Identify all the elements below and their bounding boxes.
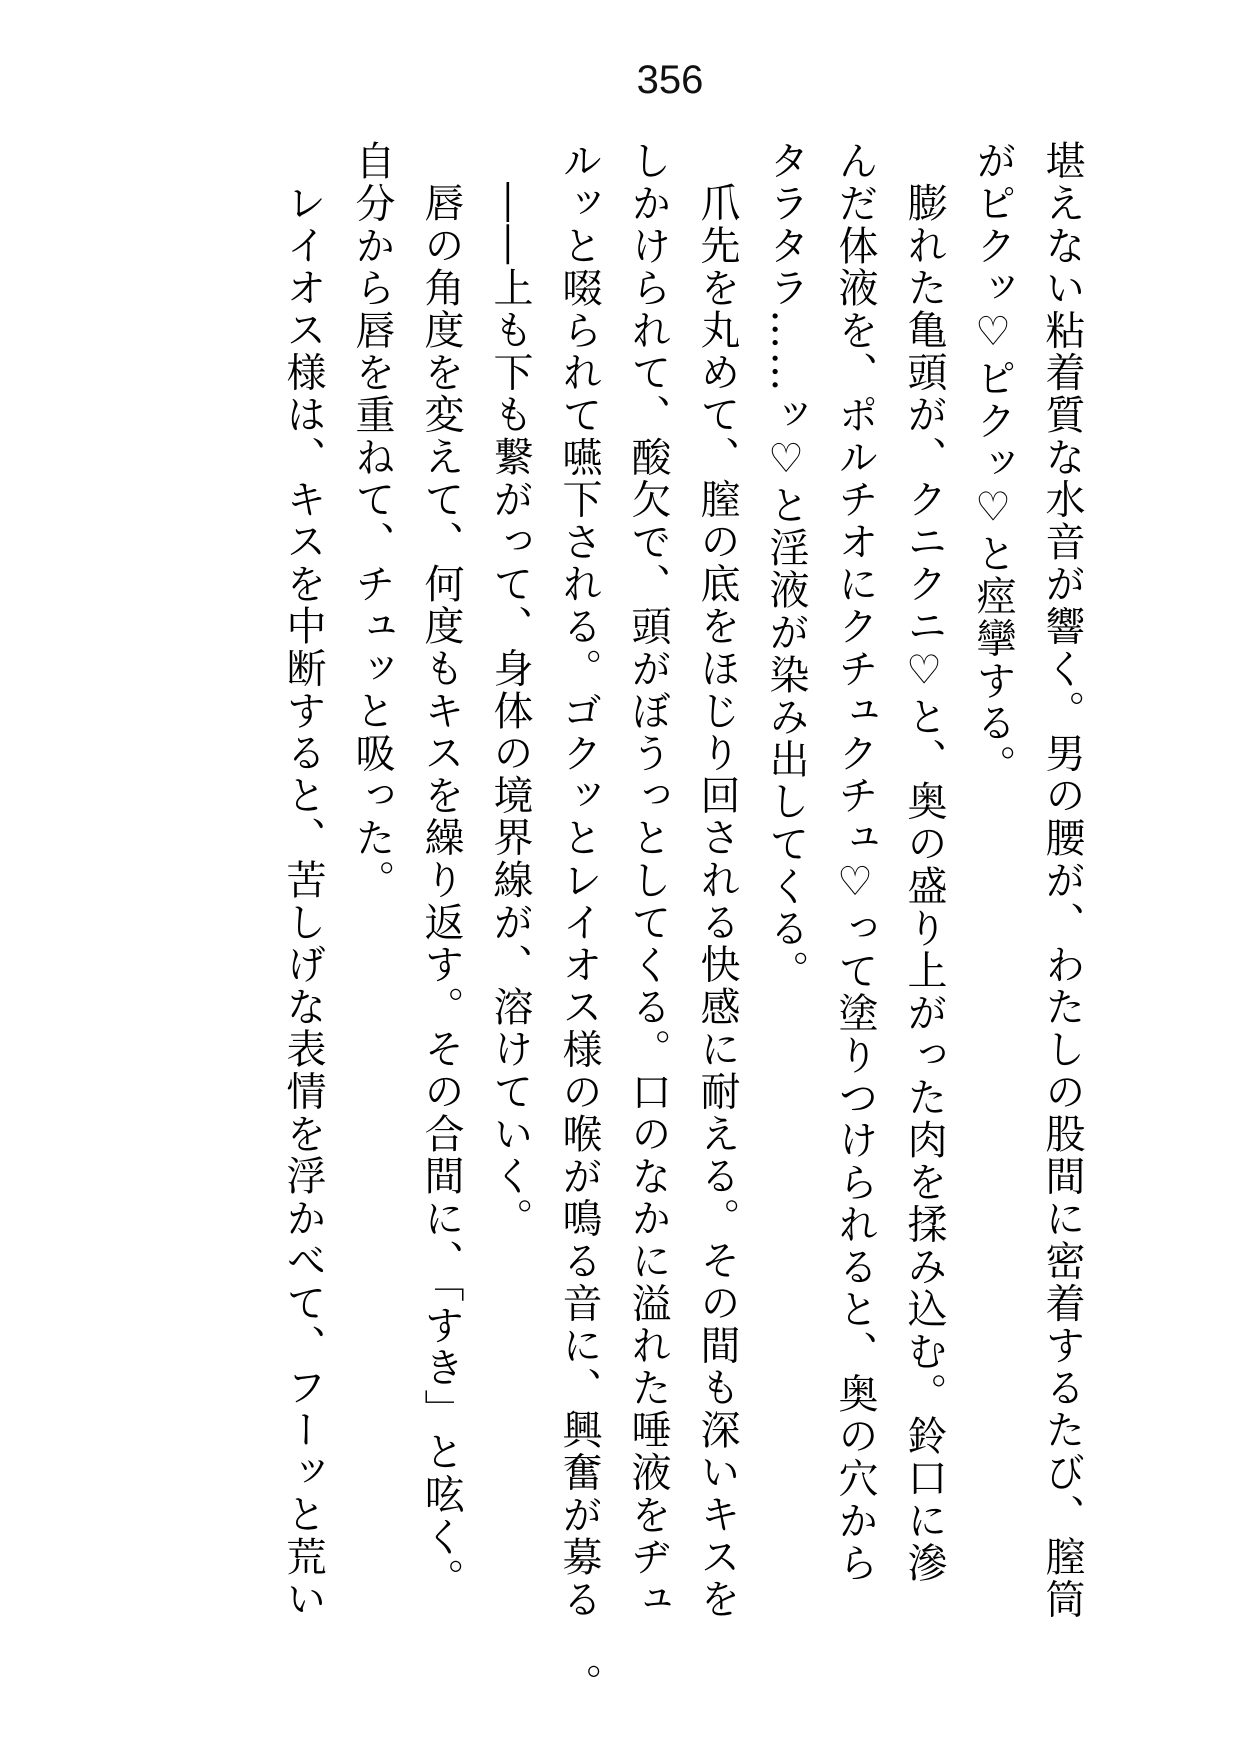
paragraph-1: 堪えない粘着質な水音が響く。男の腰が、わたしの股間に密着するたび、膣筒がピクッ♡ピクッ♡と痙攣する。 [970, 140, 1085, 1621]
paragraph-6: レイオス様は、キスを中断すると、苦しげな表情を浮かべて、フーッと荒い [280, 182, 326, 1621]
paragraph-4: ――上も下も繋がって、身体の境界線が、溶けていく。 [487, 182, 533, 1240]
page-number: 356 [636, 58, 704, 102]
body-text [268, 140, 1096, 1706]
paragraph-2: 膨れた亀頭が、クニクニ♡と、奥の盛り上がった肉を揉み込む。鈴口に滲んだ体液を、ポルチオにクチュクチュ♡って塗りつけられると、奥の穴からタラタラ……ッ♡と淫液が染み出してくる。 [763, 140, 947, 1585]
paragraph-5: 唇の角度を変えて、何度もキスを繰り返す。その合間に、「すき」と呟く。自分から唇を重ねて、チュッと吸った。 [349, 140, 464, 1601]
paragraph-3: 爪先を丸めて、膣の底をほじり回される快感に耐える。その間も深いキスをしかけられて、酸欠で、頭がぼうっとしてくる。口のなかに溢れた唾液をヂュルッと啜られて嚥下される。ゴクッとレイオス様の喉が鳴る音に、興奮が募る。 [556, 140, 740, 1706]
